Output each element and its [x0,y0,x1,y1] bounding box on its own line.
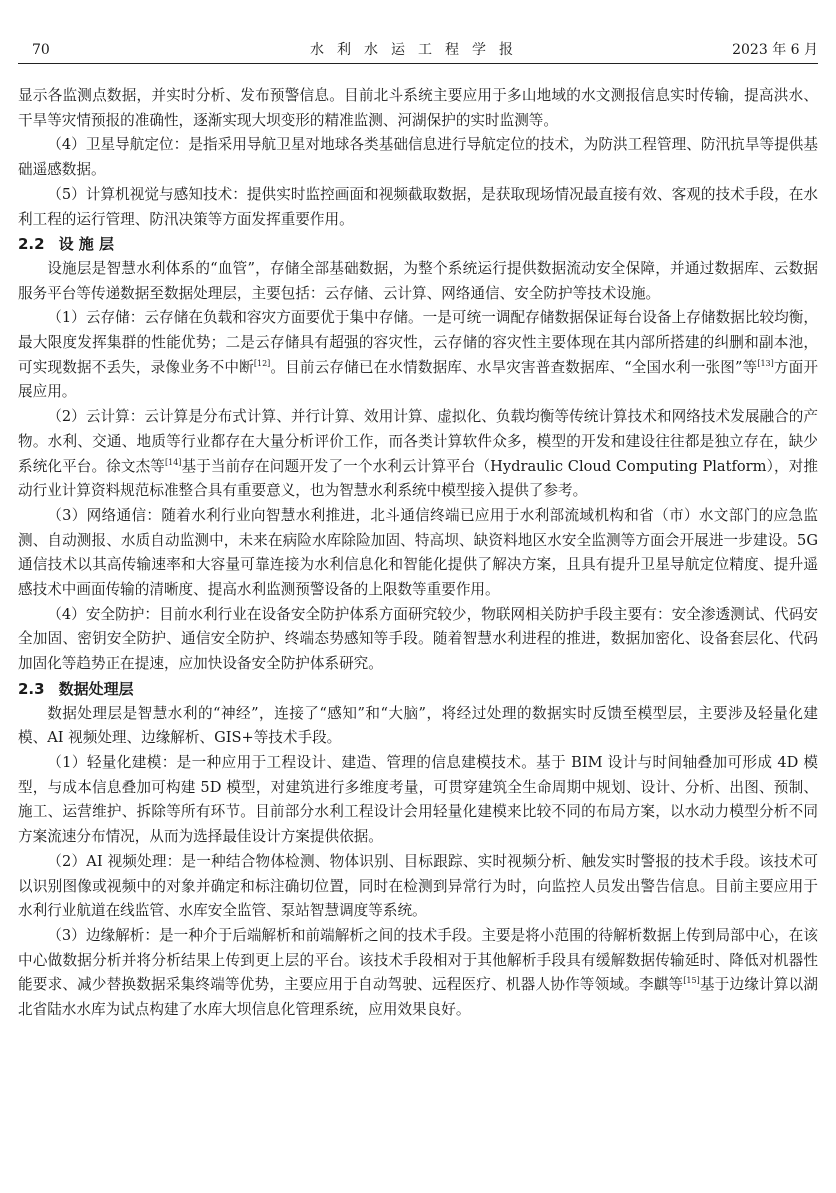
paragraph-cloud-storage [18,306,818,405]
section-number: 2.2 [18,235,45,254]
section-heading-2-3 [18,677,818,702]
section-title: 数据处理层 [58,679,134,698]
citation-ref-14[interactable]: [14] [164,457,182,467]
running-header [18,40,818,64]
header-rule [18,63,818,64]
section-number: 2.3 [18,679,45,698]
paragraph-cloud-computing [18,405,818,504]
paragraph-lightweight-modeling: （1）轻量化建模：是一种应用于工程设计、建造、管理的信息建模技术。基于 BIM 设计与时间轴叠加可形成 4D 模型，与成本信息叠加可构建 5D 模型，对建筑进行多维度考量，可贯穿建筑全生命周期中规划、设计、分析、出图、预制、施工、运营维护、拆除等所有环节。目前部分水利工程设计会用轻量化建模来比较不同的布局方案，以水动力模型分析不同方案流速分布情况，从而为选择最佳设计方案提供依据。 [18,753,818,846]
page-number: 70 [32,42,50,58]
paragraph-computer-vision: （5）计算机视觉与感知技术：提供实时监控画面和视频截取数据，是获取现场情况最直接有效、客观的技术手段，在水利工程的运行管理、防汛决策等方面发挥重要作用。 [18,185,818,228]
citation-ref-13[interactable]: [13] [757,358,774,368]
citation-ref-15[interactable]: [15] [683,976,700,986]
paragraph-ai-video-processing: （2）AI 视频处理：是一种结合物体检测、物体识别、目标跟踪、实时视频分析、触发实时警报的技术手段。该技术可以识别图像或视频中的对象并确定和标注确切位置，同时在检测到异常行为时，向监控人员发出警告信息。目前主要应用于水利行业航道在线监管、水库安全监管、泵站智慧调度等系统。 [18,852,818,920]
section-heading-2-2 [18,232,818,257]
text-run: 基于当前存在问题开发了一个水利云计算平台（Hydraulic Cloud Computing Platform），对推动行业计算资料规范标准整合具有重要意义，也为智慧水利系统中模型接入提供了参考。 [18,457,818,500]
issue-date: 2023 年 6 月 [732,42,818,58]
text-run: （3）边缘解析：是一种介于后端解析和前端解析之间的技术手段。主要是将小范围的待解析数据上传到局部中心，在该中心做数据分析并将分析结果上传到更上层的平台。该技术手段相对于其他解析手段具有缓解数据传输延时、降低对机器性能要求、减少替换数据采集终端等优势，主要应用于自动驾驶、远程医疗、机器人协作等领域。李麒等 [18,926,818,994]
text-run: （1）云存储：云存储在负载和容灾方面要优于集中存储。一是可统一调配存储数据保证每台设备上存储数据比较均衡，最大限度发挥集群的性能优势；二是云存储具有超强的容灾性，云存储的容灾性主要体现在其内部所搭建的纠删和副本池，可实现数据不丢失，录像业务不中断 [18,309,818,376]
section-title: 设 施 层 [58,235,115,254]
paragraph-edge-analysis [18,924,818,1023]
article-body [18,84,818,1023]
paragraph-security-protection: （4）安全防护：目前水利行业在设备安全防护体系方面研究较少，物联网相关防护手段主要有：安全渗透测试、代码安全加固、密钥安全防护、通信安全防护、终端态势感知等手段。随着智慧水利进程的推进，数据加密化、设备套层化、代码加固化等趋势正在提速，应加快设备安全防护体系研究。 [18,605,818,673]
text-run: 基于边缘计算以湖北省陆水水库为试点构建了水库大坝信息化管理系统，应用效果良好。 [18,976,818,1019]
paragraph-satellite-navigation: （4）卫星导航定位：是指采用导航卫星对地球各类基础信息进行导航定位的技术，为防洪工程管理、防汛抗旱等提供基础遥感数据。 [18,136,818,179]
paragraph-network-communication: （3）网络通信：随着水利行业向智慧水利推进，北斗通信终端已应用于水利部流域机构和省（市）水文部门的应急监测、自动测报、水质自动监测中，未来在病险水库除险加固、特高坝、缺资料地区水安全监测等方面会开展进一步建设。5G 通信技术以其高传输速率和大容量可靠连接为水利信息化和智能化提供了解决方案，且具有提升卫星导航定位精度、提升遥感技术中画面传输的清晰度、提高水利监测预警设备的上限数等重要作用。 [18,506,818,599]
paragraph-facility-layer: 设施层是智慧水利体系的“血管”，存储全部基础数据，为整个系统运行提供数据流动安全保障，并通过数据库、云数据服务平台等传递数据至数据处理层，主要包括：云存储、云计算、网络通信、安全防护等技术设施。 [18,259,818,302]
text-run: 。目前云存储已在水情数据库、水旱灾害普查数据库、“全国水利一张图”等 [270,358,758,376]
text-run: （2）云计算：云计算是分布式计算、并行计算、效用计算、虚拟化、负载均衡等传统计算技术和网络技术发展融合的产物。水利、交通、地质等行业都存在大量分析评价工作，而各类计算软件众多，模型的开发和建设往往都是独立存在，缺少系统化平台。徐文杰等 [18,408,818,475]
journal-title: 水利水运工程学报 [310,42,526,58]
paragraph-intro: 显示各监测点数据，并实时分析、发布预警信息。目前北斗系统主要应用于多山地域的水文测报信息实时传输，提高洪水、干旱等灾情预报的准确性，逐渐实现大坝变形的精准监测、河湖保护的实时监测等。 [18,87,818,129]
citation-ref-12[interactable]: [12] [253,358,271,368]
text-run: 方面开展应用。 [18,358,818,401]
paragraph-data-processing-layer: 数据处理层是智慧水利的“神经”，连接了“感知”和“大脑”，将经过处理的数据实时反馈至模型层，主要涉及轻量化建模、AI 视频处理、边缘解析、GIS+等技术手段。 [18,704,818,747]
